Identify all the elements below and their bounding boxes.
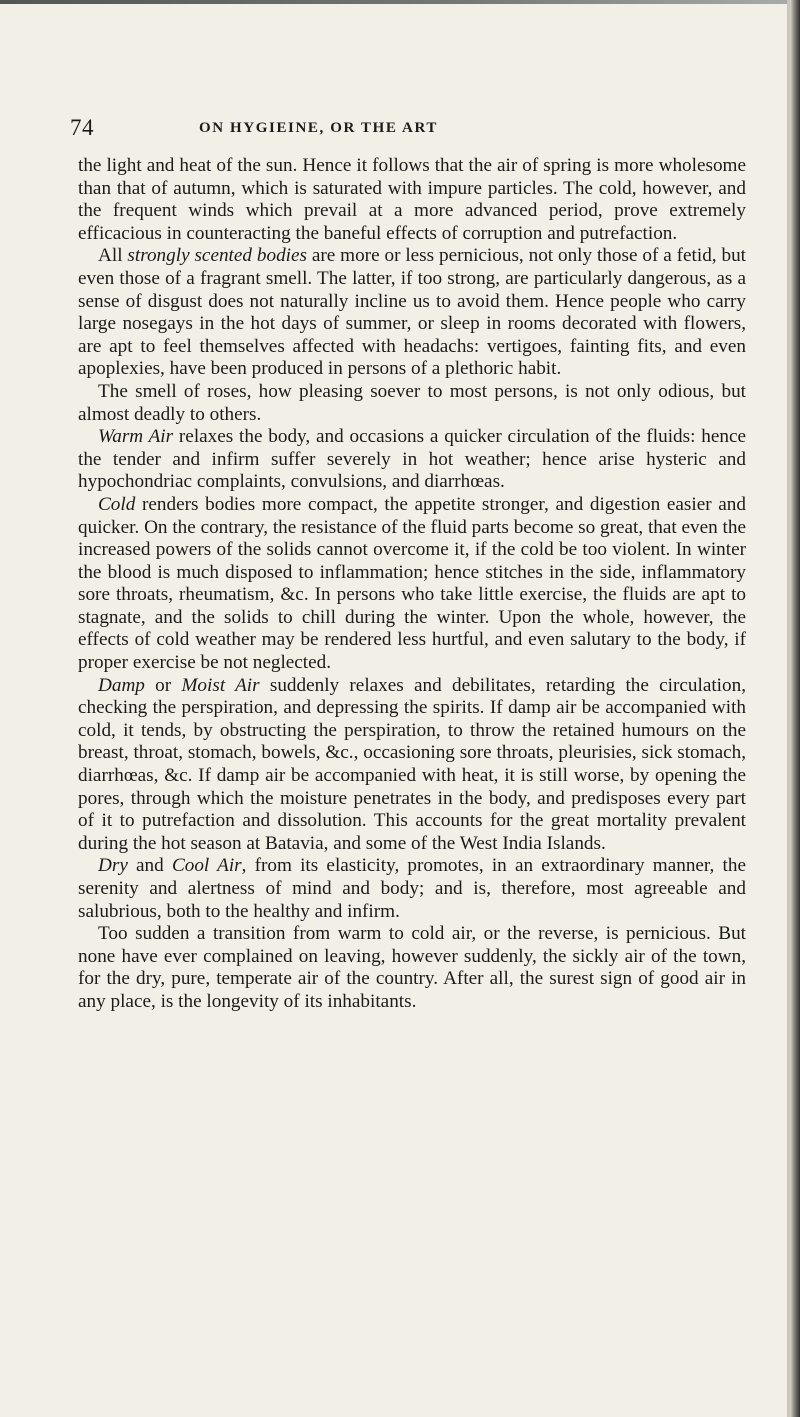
book-page bbox=[70, 115, 760, 1012]
book-spine-edge bbox=[790, 0, 800, 1417]
top-edge-rule bbox=[0, 0, 790, 4]
italic-term: Warm Air bbox=[98, 426, 174, 448]
paragraph-scented-bodies: All strongly scented bodies are more or less pernicious, not only those of a fetid, but even those of a fragrant smell. The latter, if too strong, are particularly dangerous, as a sense of disgust does not naturally incline us to avoid them. Hence people who carry large nosegays in the hot days of summer, or sleep in rooms decorated with flowers, are apt to feel themselves affected with headachs: vertigoes, fainting fits, and even apoplexies, have been produced in persons of a plethoric habit. bbox=[78, 245, 746, 380]
paragraph-cold: Cold renders bodies more compact, the appetite stronger, and digestion easier and quicker. On the contrary, the resistance of the fluid parts become so great, that even the increased powers of the solids cannot overcome it, if the cold be too violent. In winter the blood is much disposed to inflammation; hence stitches in the side, inflammatory sore throats, rheumatism, &c. In persons who take little exercise, the fluids are apt to stagnate, and the solids to chill during the winter. Upon the whole, however, the effects of cold weather may be rendered less hurtful, and even salutary to the body, if proper exercise be not neglected. bbox=[78, 493, 746, 674]
paragraph-damp-air: Damp or Moist Air suddenly relaxes and debilitates, retarding the circulation, checking the perspiration, and depressing the spirits. If damp air be accompanied with cold, it tends, by obstructing the perspiration, to throw the retained humours on the breast, throat, stomach, bowels, &c., occasioning sore throats, pleurisies, sick stomach, diarrhœas, &c. If damp air be accompanied with heat, it is still worse, by opening the pores, through which the moisture penetrates in the body, and predisposes every part of it to putrefaction and dissolution. This accounts for the great mortality prevalent during the hot season at Batavia, and some of the West India Islands. bbox=[78, 674, 746, 854]
paragraph-continuation: the light and heat of the sun. Hence it follows that the air of spring is more wholesome than that of autumn, which is saturated with impure particles. The cold, however, and the frequent winds which prevail at a more advanced period, prove extremely efficacious in counteracting the baneful effects of corruption and putrefaction. bbox=[78, 155, 746, 244]
italic-term: Moist Air bbox=[181, 674, 260, 696]
paragraph-warm-air: Warm Air relaxes the body, and occasions a quicker circulation of the fluids: hence the tender and infirm suffer severely in hot weather; hence arise hysteric and hypochondriac complaints, convulsions, and diarrhœas. bbox=[78, 426, 746, 493]
page-header bbox=[70, 115, 760, 155]
italic-term: Dry bbox=[98, 855, 128, 877]
italic-term: Damp bbox=[98, 674, 145, 696]
page-number: 74 bbox=[70, 115, 94, 140]
paragraph-transition: Too sudden a transition from warm to cold air, or the reverse, is pernicious. But none have ever complained on leaving, however suddenly, the sickly air of the town, for the dry, pure, temperate air of the country. After all, the surest sign of good air in any place, is the longevity of its inhabitants. bbox=[78, 923, 746, 1012]
italic-term: Cool Air bbox=[171, 855, 242, 877]
italic-term: Cold bbox=[98, 493, 136, 515]
running-head: ON HYGIEINE, OR THE ART bbox=[199, 120, 438, 136]
italic-term: strongly scented bodies bbox=[127, 245, 307, 267]
paragraph-roses: The smell of roses, how pleasing soever to most persons, is not only odious, but almost deadly to others. bbox=[78, 380, 746, 425]
paragraph-dry-cool-air: Dry and Cool Air, from its elasticity, promotes, in an extraordinary manner, the serenity and alertness of mind and body; and is, therefore, most agreeable and salubrious, both to the healthy and infirm. bbox=[78, 855, 746, 922]
body-text bbox=[78, 155, 746, 1014]
